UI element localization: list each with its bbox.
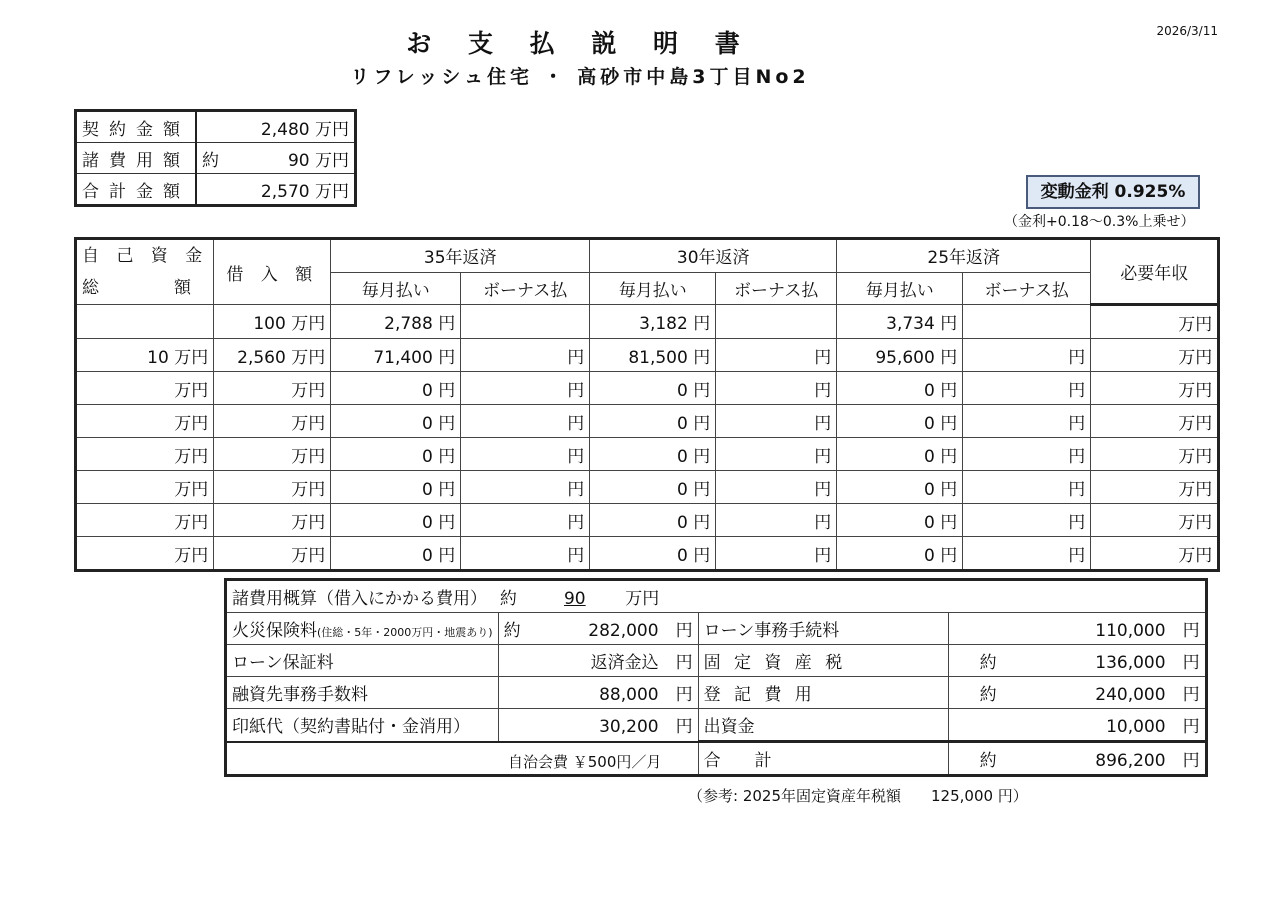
monthly-25-cell: 0 円 [837, 438, 963, 471]
fire-insurance-note: (住総・5年・2000万円・地震あり) [317, 626, 493, 639]
expenses-summary-row [226, 580, 1207, 613]
bonus-35-cell: 円 [461, 504, 590, 537]
table-row [76, 405, 1219, 438]
variable-rate-badge: 変動金利 0.925% [1026, 175, 1200, 209]
borrow-cell: 2,560 万円 [214, 339, 331, 372]
expense-row [226, 645, 1207, 677]
own-funds-header [76, 239, 214, 305]
monthly-30-cell: 81,500 円 [590, 339, 716, 372]
required-income-header: 必要年収 [1091, 239, 1219, 305]
loan-table-body [76, 305, 1219, 571]
contract-label: 合計金額 [76, 174, 197, 206]
required-income-cell: 万円 [1091, 504, 1219, 537]
contract-label: 契約金額 [76, 111, 197, 143]
monthly-30-cell: 0 円 [590, 372, 716, 405]
document-date: 2026/3/11 [1156, 24, 1218, 38]
loan-fee-label: ローン事務手続料 [698, 613, 948, 645]
own-funds-cell [76, 305, 214, 339]
total-value [948, 742, 1206, 776]
monthly-35-cell: 0 円 [331, 405, 461, 438]
borrow-cell: 万円 [214, 471, 331, 504]
monthly-30-cell: 0 円 [590, 438, 716, 471]
bonus-header: ボーナス払 [716, 272, 837, 304]
rate-note: （金利+0.18～0.3%上乗せ） [1004, 214, 1195, 230]
monthly-header: 毎月払い [331, 272, 461, 304]
bonus-30-cell: 円 [716, 471, 837, 504]
borrow-cell: 万円 [214, 405, 331, 438]
own-funds-cell: 万円 [76, 504, 214, 537]
required-income-cell: 万円 [1091, 339, 1219, 372]
borrow-cell: 100 万円 [214, 305, 331, 339]
monthly-header: 毎月払い [837, 272, 963, 304]
contract-row [76, 174, 356, 206]
contract-prefix: 約 [202, 150, 219, 171]
contract-label: 諸費用額 [76, 143, 197, 174]
required-income-cell: 万円 [1091, 537, 1219, 571]
bonus-25-cell [963, 305, 1091, 339]
property-tax-value [948, 645, 1206, 677]
loan-repayment-table [74, 237, 1220, 572]
bonus-25-cell: 円 [963, 471, 1091, 504]
bonus-25-cell: 円 [963, 339, 1091, 372]
table-row [76, 537, 1219, 571]
monthly-header: 毎月払い [590, 272, 716, 304]
total-approx: 約 [979, 751, 997, 771]
contract-value [196, 143, 356, 174]
borrow-cell: 万円 [214, 372, 331, 405]
monthly-35-cell: 0 円 [331, 504, 461, 537]
fire-insurance-label [226, 613, 499, 645]
table-row [76, 305, 1219, 339]
bonus-30-cell: 円 [716, 537, 837, 571]
fire-insurance-approx: 約 [503, 621, 521, 641]
monthly-25-cell: 3,734 円 [837, 305, 963, 339]
own-funds-cell: 万円 [76, 471, 214, 504]
bonus-35-cell: 円 [461, 537, 590, 571]
bonus-30-cell: 円 [716, 372, 837, 405]
monthly-30-cell: 0 円 [590, 471, 716, 504]
fire-insurance-amount: 282,000 円 [588, 621, 693, 641]
registration-approx: 約 [979, 685, 997, 705]
bonus-35-cell: 円 [461, 405, 590, 438]
guarantee-label: ローン保証料 [226, 645, 499, 677]
monthly-35-cell: 2,788 円 [331, 305, 461, 339]
expense-row [226, 677, 1207, 709]
expense-row [226, 709, 1207, 742]
table-row [76, 339, 1219, 372]
bonus-25-cell: 円 [963, 372, 1091, 405]
monthly-35-cell: 0 円 [331, 438, 461, 471]
property-tax-amount: 136,000 円 [1095, 653, 1200, 673]
required-income-cell: 万円 [1091, 305, 1219, 339]
table-row [76, 504, 1219, 537]
bonus-30-cell: 円 [716, 339, 837, 372]
bonus-25-cell: 円 [963, 405, 1091, 438]
borrow-cell: 万円 [214, 504, 331, 537]
contract-amount: 2,570 万円 [260, 181, 349, 202]
borrow-cell: 万円 [214, 438, 331, 471]
monthly-30-cell: 3,182 円 [590, 305, 716, 339]
header-30-years: 30年返済 [590, 239, 837, 273]
registration-label: 登 記 費 用 [698, 677, 948, 709]
bonus-30-cell: 円 [716, 504, 837, 537]
contract-value [196, 111, 356, 143]
page-subtitle: リフレッシュ住宅 ・ 高砂市中島3丁目No2 [350, 66, 810, 88]
borrow-cell: 万円 [214, 537, 331, 571]
contract-amount: 90 万円 [287, 150, 349, 171]
lender-fee-label: 融資先事務手数料 [226, 677, 499, 709]
table-row [76, 372, 1219, 405]
table-row [76, 438, 1219, 471]
own-funds-cell: 10 万円 [76, 339, 214, 372]
monthly-25-cell: 0 円 [837, 504, 963, 537]
total-label: 合 計 [698, 742, 948, 776]
header-25-years: 25年返済 [837, 239, 1091, 273]
monthly-30-cell: 0 円 [590, 537, 716, 571]
association-fee: 自治会費 ￥500円／月 [508, 753, 662, 771]
required-income-cell: 万円 [1091, 438, 1219, 471]
monthly-25-cell: 0 円 [837, 471, 963, 504]
bonus-30-cell [716, 305, 837, 339]
bonus-35-cell: 円 [461, 438, 590, 471]
lender-fee-value: 88,000 円 [498, 677, 698, 709]
page-title: お 支 払 説 明 書 [406, 29, 754, 58]
stamp-value: 30,200 円 [498, 709, 698, 742]
contract-row [76, 143, 356, 174]
expense-row [226, 613, 1207, 645]
property-tax-label: 固 定 資 産 税 [698, 645, 948, 677]
property-tax-reference: （参考: 2025年固定資産年税額 125,000 円） [688, 787, 1028, 805]
guarantee-value: 返済金込 円 [498, 645, 698, 677]
investment-value: 10,000 円 [948, 709, 1206, 742]
monthly-35-cell: 0 円 [331, 471, 461, 504]
bonus-25-cell: 円 [963, 438, 1091, 471]
registration-amount: 240,000 円 [1095, 685, 1200, 705]
contract-value [196, 174, 356, 206]
contract-summary-table [74, 109, 357, 207]
required-income-cell: 万円 [1091, 372, 1219, 405]
total-amount: 896,200 円 [1095, 751, 1200, 771]
contract-row [76, 111, 356, 143]
monthly-25-cell: 0 円 [837, 405, 963, 438]
required-income-cell: 万円 [1091, 405, 1219, 438]
expense-total-row [226, 742, 1207, 776]
expenses-summary-value: 90 [563, 589, 586, 609]
bonus-35-cell: 円 [461, 471, 590, 504]
monthly-35-cell: 0 円 [331, 372, 461, 405]
own-funds-cell: 万円 [76, 438, 214, 471]
bonus-35-cell: 円 [461, 339, 590, 372]
table-row [76, 471, 1219, 504]
own-funds-label: 自 己 資 金 [82, 246, 209, 266]
investment-label: 出資金 [698, 709, 948, 742]
bonus-header: ボーナス払 [461, 272, 590, 304]
fire-insurance-value [498, 613, 698, 645]
monthly-35-cell: 0 円 [331, 537, 461, 571]
expenses-summary-label: 諸費用概算（借入にかかる費用） [232, 589, 487, 609]
monthly-25-cell: 0 円 [837, 372, 963, 405]
header-35-years: 35年返済 [331, 239, 590, 273]
expenses-summary-unit: 万円 [625, 589, 660, 609]
monthly-25-cell: 95,600 円 [837, 339, 963, 372]
bonus-25-cell: 円 [963, 537, 1091, 571]
bonus-30-cell: 円 [716, 438, 837, 471]
monthly-35-cell: 71,400 円 [331, 339, 461, 372]
stamp-label: 印紙代（契約書貼付・金消用） [226, 709, 499, 742]
monthly-25-cell: 0 円 [837, 537, 963, 571]
fire-insurance-title: 火災保険料 [232, 621, 317, 641]
own-funds-cell: 万円 [76, 405, 214, 438]
expenses-summary-approx: 約 [499, 589, 517, 609]
table-header-row [76, 239, 1219, 273]
own-funds-cell: 万円 [76, 372, 214, 405]
bonus-header: ボーナス払 [963, 272, 1091, 304]
monthly-30-cell: 0 円 [590, 405, 716, 438]
bonus-30-cell: 円 [716, 405, 837, 438]
expenses-summary [226, 580, 1207, 613]
bonus-35-cell [461, 305, 590, 339]
bonus-35-cell: 円 [461, 372, 590, 405]
expenses-table [224, 578, 1208, 777]
total-label: 総 額 [82, 278, 197, 298]
loan-fee-value: 110,000 円 [948, 613, 1206, 645]
registration-value [948, 677, 1206, 709]
required-income-cell: 万円 [1091, 471, 1219, 504]
bonus-25-cell: 円 [963, 504, 1091, 537]
property-tax-approx: 約 [979, 653, 997, 673]
contract-amount: 2,480 万円 [260, 119, 349, 140]
own-funds-cell: 万円 [76, 537, 214, 571]
monthly-30-cell: 0 円 [590, 504, 716, 537]
borrow-header: 借 入 額 [214, 239, 331, 305]
